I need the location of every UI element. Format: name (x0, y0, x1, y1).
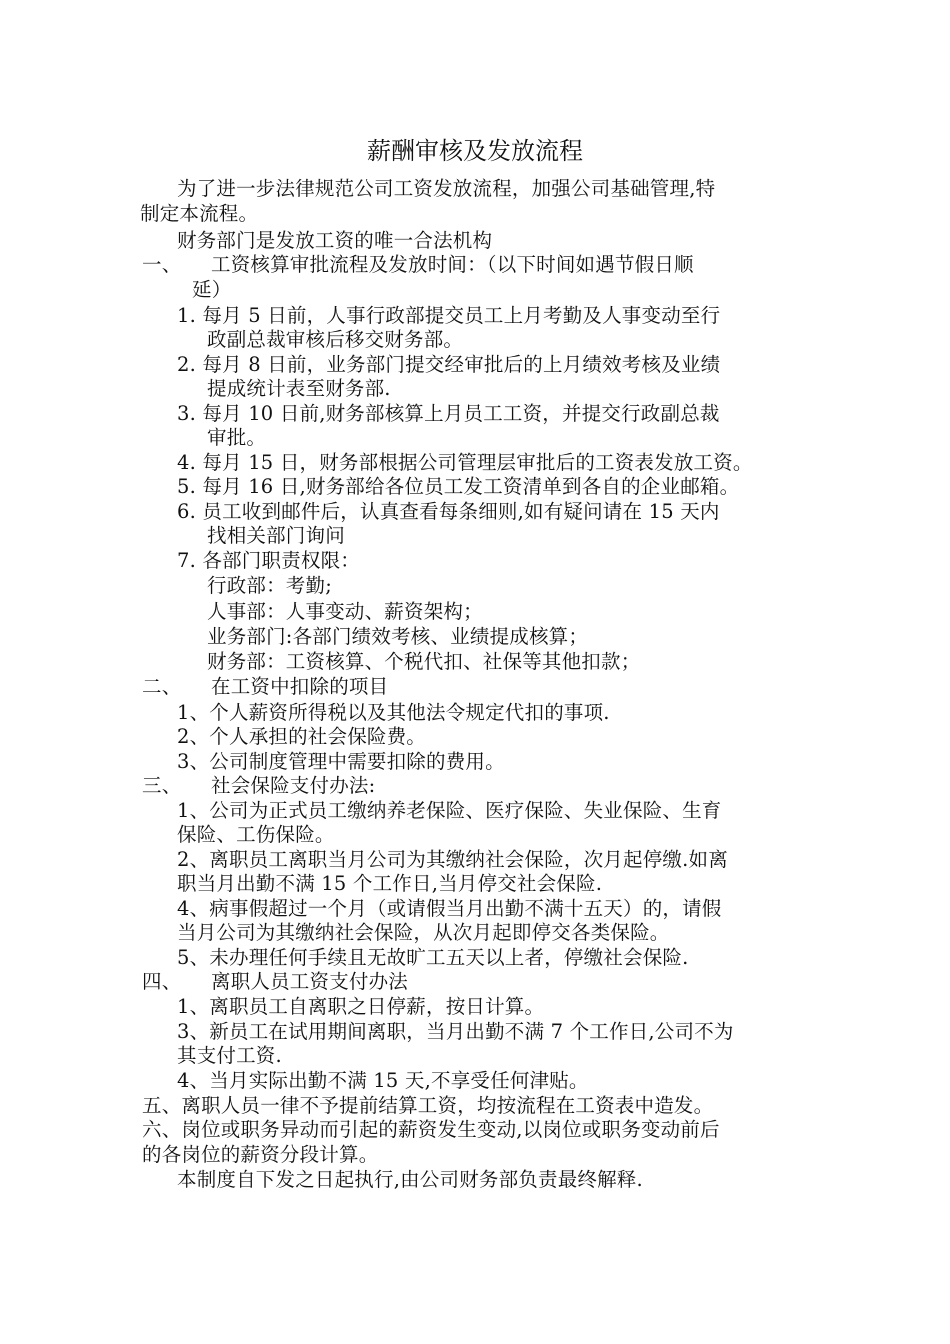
s3-item-4-line-1: 4、病事假超过一个月（或请假当月出勤不满十五天）的，请假 (177, 897, 722, 920)
intro-line-2: 制定本流程。 (140, 202, 259, 225)
s2-item-3: 3、公司制度管理中需要扣除的费用。 (177, 750, 505, 773)
section-3-number: 三、 (142, 774, 182, 797)
s1-item-6-line-1: 6. 员工收到邮件后，认真查看每条细则,如有疑问请在 15 天内 (177, 500, 720, 523)
section-6-line-2: 的各岗位的薪资分段计算。 (142, 1143, 379, 1166)
s4-item-4: 4、当月实际出勤不满 15 天,不享受任何津贴。 (177, 1069, 589, 1092)
s1-item-2-line-1: 2. 每月 8 日前，业务部门提交经审批后的上月绩效考核及业绩 (177, 353, 721, 376)
section-2-title: 在工资中扣除的项目 (211, 675, 389, 698)
s1-item-3-line-2: 审批。 (207, 426, 267, 449)
s1-item-4: 4. 每月 15 日，财务部根据公司管理层审批后的工资表发放工资。 (177, 451, 753, 474)
section-3-title: 社会保险支付办法: (211, 774, 376, 797)
s1-item-1-line-1: 1. 每月 5 日前，人事行政部提交员工上月考勤及人事变动至行 (177, 304, 721, 327)
s1-item-6-line-2: 找相关部门询问 (207, 524, 345, 547)
section-6-line-1: 六、岗位或职务异动而引起的薪资发生变动,以岗位或职务变动前后 (142, 1118, 720, 1141)
s2-item-1: 1、个人薪资所得税以及其他法令规定代扣的事项. (177, 701, 610, 724)
section-4-title: 离职人员工资支付办法 (211, 970, 409, 993)
section-2-number: 二、 (142, 675, 182, 698)
intro-line-1: 为了进一步法律规范公司工资发放流程，加强公司基础管理,特 (177, 177, 716, 200)
s1-item-7: 7. 各部门职责权限： (177, 549, 361, 572)
section-4-number: 四、 (142, 970, 182, 993)
s2-item-2: 2、个人承担的社会保险费。 (177, 725, 427, 748)
s1-item-5: 5. 每月 16 日,财务部给各位员工发工资清单到各自的企业邮箱。 (177, 475, 740, 498)
s3-item-4-line-2: 当月公司为其缴纳社会保险，从次月起即停交各类保险。 (177, 921, 670, 944)
duty-business: 业务部门:各部门绩效考核、业绩提成核算； (207, 625, 589, 648)
authority-text: 财务部门是发放工资的唯一合法机构 (177, 229, 493, 252)
section-1-title-cont: 延） (192, 278, 232, 301)
s3-item-2-line-2: 职当月出勤不满 15 个工作日,当月停交社会保险. (177, 872, 603, 895)
s1-item-3-line-1: 3. 每月 10 日前,财务部核算上月员工工资，并提交行政副总裁 (177, 402, 720, 425)
s3-item-5: 5、未办理任何手续且无故旷工五天以上者，停缴社会保险. (177, 946, 689, 969)
s1-item-1-line-2: 政副总裁审核后移交财务部。 (207, 328, 464, 351)
page-title: 薪酬审核及发放流程 (367, 137, 583, 165)
closing-statement: 本制度自下发之日起执行,由公司财务部负责最终解释. (177, 1168, 643, 1191)
s4-item-1: 1、离职员工自离职之日停薪，按日计算。 (177, 995, 545, 1018)
section-5: 五、离职人员一律不予提前结算工资，均按流程在工资表中造发。 (142, 1094, 714, 1117)
s3-item-1-line-2: 保险、工伤保险。 (177, 823, 335, 846)
section-1-number: 一、 (142, 253, 182, 276)
s1-item-2-line-2: 提成统计表至财务部. (207, 377, 391, 400)
duty-admin: 行政部：考勤; (207, 574, 332, 597)
s3-item-2-line-1: 2、离职员工离职当月公司为其缴纳社会保险，次月起停缴.如离 (177, 848, 728, 871)
duty-hr: 人事部：人事变动、薪资架构； (207, 600, 483, 623)
s4-item-3-line-2: 其支付工资. (177, 1044, 282, 1067)
s4-item-3-line-1: 3、新员工在试用期间离职，当月出勤不满 7 个工作日,公司不为 (177, 1020, 734, 1043)
duty-finance: 财务部：工资核算、个税代扣、社保等其他扣款； (207, 650, 641, 673)
s3-item-1-line-1: 1、公司为正式员工缴纳养老保险、医疗保险、失业保险、生育 (177, 799, 722, 822)
section-1-title: 工资核算审批流程及发放时间：（以下时间如遇节假日顺 (211, 253, 694, 276)
